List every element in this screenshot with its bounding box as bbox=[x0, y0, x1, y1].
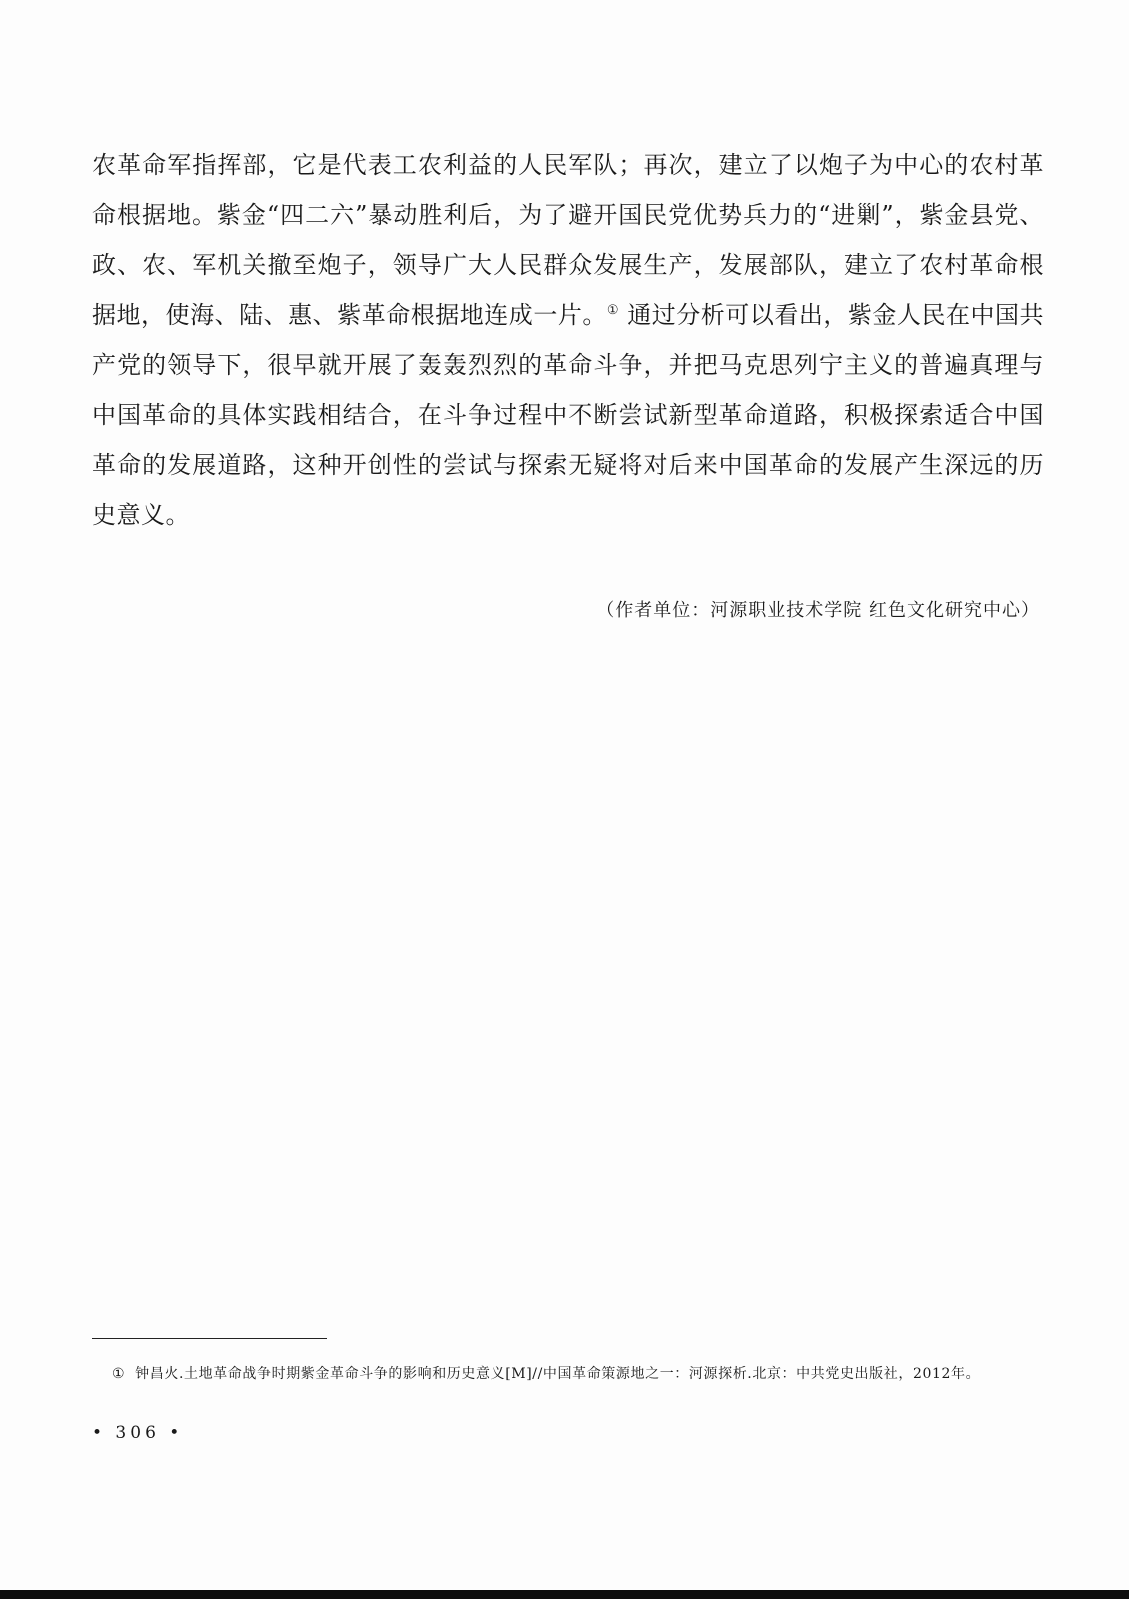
body-paragraph bbox=[92, 140, 1044, 540]
body-text-before-note: 农革命军指挥部，它是代表工农利益的人民军队；再次，建立了以炮子为中心的农村革命根据地。紫金“四二六”暴动胜利后，为了避开国民党优势兵力的“进剿”，紫金县党、政、农、军机关撤至炮子，领导广大人民群众发展生产，发展部队，建立了农村革命根据地，使海、陆、惠、紫革命根据地连成一片。 bbox=[92, 151, 1044, 329]
scan-bottom-edge bbox=[0, 1590, 1129, 1599]
footnote bbox=[88, 1361, 1040, 1387]
author-affiliation: （作者单位：河源职业技术学院 红色文化研究中心） bbox=[596, 600, 1040, 621]
footnote-text: 钟昌火.土地革命战争时期紫金革命斗争的影响和历史意义[M]//中国革命策源地之一：河源探析.北京：中共党史出版社，2012年。 bbox=[135, 1366, 981, 1382]
footnote-marker: ① bbox=[112, 1366, 126, 1382]
footnote-divider bbox=[92, 1338, 327, 1339]
footnote-reference[interactable]: ① bbox=[606, 303, 620, 318]
body-text-after-note: 通过分析可以看出，紫金人民在中国共产党的领导下，很早就开展了轰轰烈烈的革命斗争，并把马克思列宁主义的普遍真理与中国革命的具体实践相结合，在斗争过程中不断尝试新型革命道路，积极探索适合中国革命的发展道路，这种开创性的尝试与探索无疑将对后来中国革命的发展产生深远的历史意义。 bbox=[92, 301, 1045, 529]
page-number: • 306 • bbox=[92, 1423, 184, 1443]
